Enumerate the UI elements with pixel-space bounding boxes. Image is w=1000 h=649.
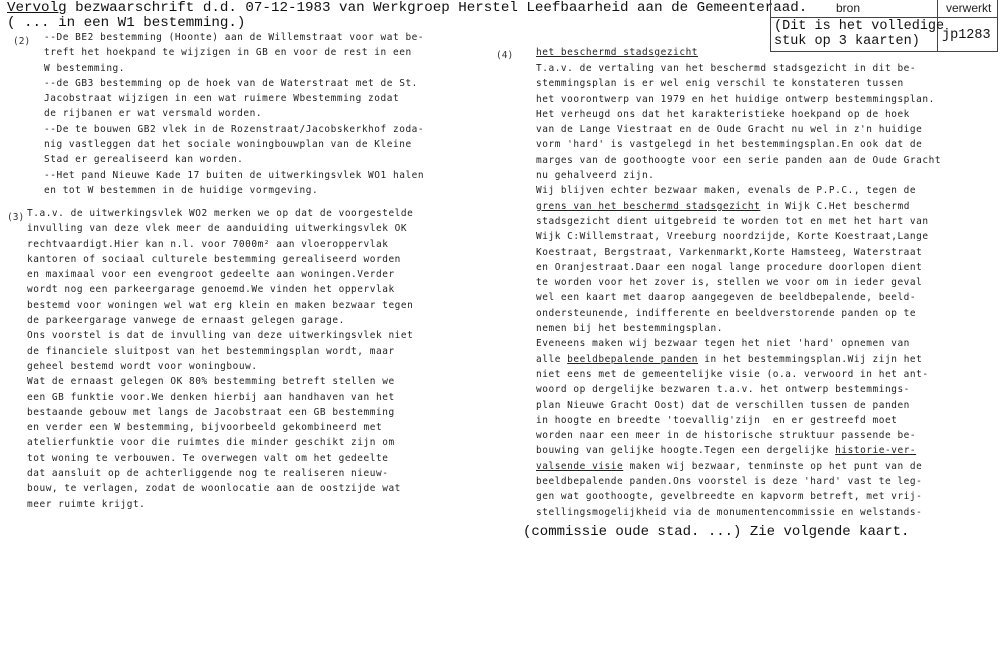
text-line: bouwing van gelijke hoogte.Tegen een dergelijke historie-ver- (536, 445, 917, 457)
text-line: dat aansluit op de achterliggende nog te realiseren nieuw- (27, 468, 389, 480)
text-line: woord op dergelijke bezwaren t.a.v. het ontwerp bestemmings- (536, 384, 910, 396)
text-line: W bestemming. (44, 62, 126, 74)
source-note: (Dit is het volledige stuk op 3 kaarten) (774, 19, 945, 49)
text-line: Koestraat, Bergstraat, Varkenmarkt,Korte Hamsteeg, Waterstraat (536, 246, 923, 258)
text-line: wordt nog een parkeergarage genoemd.We vinden het oppervlak (27, 284, 395, 296)
footer-continuation: (commissie oude stad. ...) Zie volgende kaart. (523, 524, 910, 540)
text-line: marges van de goothoogte voor een serie panden aan de Oude Gracht (536, 154, 942, 166)
text-line: nig vastleggen dat het sociale woningbouwplan van de Kleine (44, 139, 412, 151)
text-line: Stad er gerealiseerd kan worden. (44, 154, 244, 166)
text-line: en maximaal voor een evengroot gedeelte aan woningen.Verder (27, 269, 395, 281)
text-line: T.a.v. de vertaling van het beschermd stadsgezicht in dit be- (536, 63, 917, 74)
text-line: --de GB3 bestemming op de hoek van de Waterstraat met de St. (44, 77, 418, 89)
text-line: worden naar een meer in de historische struktuur passende be- (536, 430, 917, 442)
text-line: bestemd voor woningen wel wat erg klein en maken bezwaar tegen (27, 299, 414, 311)
text-line: treft het hoekpand te wijzigen in GB en voor de rest in een (44, 47, 412, 59)
text-line: van de Lange Viestraat en de Oude Gracht nu wel in z'n huidige (536, 124, 923, 136)
text-line: ondersteunende, indifferente en beeldverstorende panden op te (536, 307, 917, 319)
text-line: rechtvaardigt.Hier kan n.l. voor 7000m² aan vloeroppervlak (27, 238, 389, 250)
paragraph-marker-3: (3) (7, 212, 25, 223)
text-line: T.a.v. de uitwerkingsvlek WO2 merken we op dat de voorgestelde (27, 208, 414, 219)
document-header (7, 1, 807, 31)
text-line: Wij blijven echter bezwaar maken, evenals de P.P.C., tegen de (536, 185, 917, 197)
paragraph-marker-2: (2) (13, 36, 31, 47)
text-line: Het verheugd ons dat het karakteristieke hoekpand op de hoek (536, 108, 910, 120)
text-line: de parkeergarage vanwege de ernaast gelegen garage. (27, 315, 345, 327)
text-line: nu gehalveerd zijn. (536, 170, 655, 182)
text-line: stemmingsplan is er wel enig verschil te konstateren tussen (536, 78, 904, 90)
paragraph-4 (536, 61, 941, 520)
text-line: en tot W bestemmen in de huidige vormgeving. (44, 184, 319, 196)
text-line: vorm 'hard' is vastgelegd in het bestemmingsplan.En ook dat de (536, 139, 923, 151)
text-line: niet eens met de gemeentelijke visie (o.a. verwoord in het ant- (536, 368, 929, 380)
text-line: --De BE2 bestemming (Hoonte) aan de Willemstraat voor wat be- (44, 32, 425, 43)
text-line: te worden voor het zover is, stellen we voor om in ieder geval (536, 277, 923, 289)
text-line: het voorontwerp van 1979 en het huidige ontwerp bestemmingsplan. (536, 93, 935, 105)
text-line: en Oranjestraat.Daar een nogal lange procedure doorlopen dient (536, 261, 923, 273)
text-line: --Het pand Nieuwe Kade 17 buiten de uitwerkingsvlek WO1 halen (44, 169, 425, 181)
text-line: stadsgezicht dient uitgebreid te worden tot en met het hart van (536, 215, 929, 227)
text-line: nemen bij het bestemmingsplan. (536, 323, 723, 335)
text-line: kantoren of sociaal culturele bestemming gerealiseerd worden (27, 253, 401, 265)
paragraph-3 (27, 206, 413, 512)
text-line: de financiele sluitpost van het bestemmingsplan wordt, maar (27, 345, 395, 357)
header-subtitle: ( ... in een W1 bestemming.) (7, 15, 246, 31)
paragraph-marker-4: (4) (496, 50, 514, 61)
text-line: tot woning te verbouwen. Te overwegen valt om het gedeelte (27, 452, 389, 464)
paragraph-2 (44, 30, 424, 198)
source-box (770, 0, 998, 52)
text-line: Ons voorstel is dat de invulling van deze uitwerkingsvlek niet (27, 330, 414, 342)
text-line: gen wat goothoogte, gevelbreedte en kapvorm betreft, met vrij- (536, 491, 923, 503)
verwerkt-label: verwerkt (946, 1, 992, 15)
text-line: geheel bestemd wordt voor woningbouw. (27, 360, 258, 372)
text-line: beeldbepalende panden.Ons voorstel is deze 'hard' vast te leg- (536, 476, 923, 488)
text-line: Jacobstraat wijzigen in een wat ruimere Wbestemming zodat (44, 93, 400, 105)
text-line: alle beeldbepalende panden in het bestemmingsplan.Wij zijn het (536, 353, 923, 365)
text-line: atelierfunktie voor die ruimtes die minder geschikt zijn om (27, 437, 395, 449)
header-vervolg: Vervolg (7, 0, 67, 16)
text-line: stellingsmogelijkheid via de monumentencommissie en welstands- (536, 506, 923, 518)
archive-code: jp1283 (942, 28, 991, 43)
text-line: de rijbanen er wat versmald worden. (44, 108, 263, 120)
text-line: en verder een W bestemming, bijvoorbeeld gekombineerd met (27, 422, 383, 434)
text-line: in hoogte en breedte 'toevallig'zijn en er gestreefd moet (536, 414, 898, 426)
text-line: Eveneens maken wij bezwaar tegen het niet 'hard' opnemen van (536, 338, 910, 350)
text-line: meer ruimte krijgt. (27, 498, 146, 510)
text-line: Wat de ernaast gelegen OK 80% bestemming betreft stellen we (27, 376, 395, 388)
text-line: plan Nieuwe Gracht Oost) dat de verschillen tussen de panden (536, 399, 910, 411)
bron-label: bron (836, 1, 861, 15)
header-title: bezwaarschrift d.d. 07-12-1983 van Werkgroep Herstel Leefbaarheid aan de Gemeenteraad. (66, 0, 808, 16)
text-line: grens van het beschermd stadsgezicht in Wijk C.Het beschermd (536, 200, 910, 212)
text-line: bestaande gebouw met langs de Jacobstraat een GB bestemming (27, 406, 395, 418)
text-line: wel een kaart met daarop aangegeven de beeldbepalende, beeld- (536, 292, 917, 304)
text-line: bouw, te verlagen, zodat de woonlocatie aan de oostzijde wat (27, 483, 401, 495)
text-line: valsende visie maken wij bezwaar, tenminste op het punt van de (536, 460, 923, 472)
text-line: een GB funktie voor.We denken hierbij aan handhaven van het (27, 391, 395, 403)
text-line: invulling van deze vlek meer de aanduiding uitwerkingsvlek OK (27, 223, 408, 235)
section-heading: het beschermd stadsgezicht (536, 47, 699, 58)
text-line: --De te bouwen GB2 vlek in de Rozenstraat/Jacobskerkhof zoda- (44, 123, 425, 135)
text-line: Wijk C:Willemstraat, Vreeburg noordzijde, Korte Koestraat,Lange (536, 231, 929, 243)
